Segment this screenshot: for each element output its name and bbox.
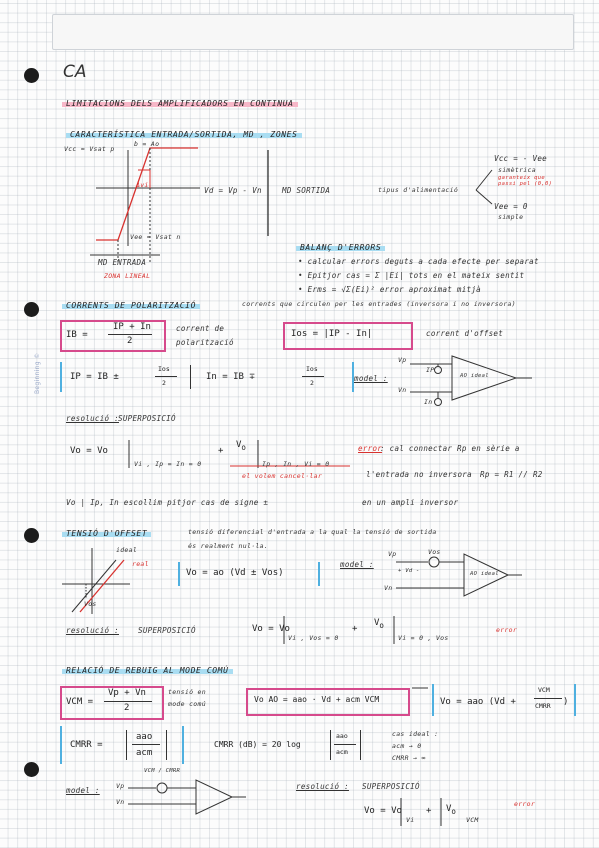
offset-vo2-plus: + bbox=[352, 624, 358, 634]
resolucio-label-3: resolució : bbox=[296, 782, 349, 791]
offset-graph-ideal: ideal bbox=[116, 546, 138, 554]
cmrr-ideal-2: acm → 0 bbox=[392, 742, 422, 750]
graph-delta-label: Δvi bbox=[136, 181, 149, 189]
feed-simple: Vee = 0 bbox=[494, 202, 528, 211]
cmrr-den: acm bbox=[136, 748, 153, 758]
ios-text: corrent d'offset bbox=[426, 329, 504, 338]
abs-bar bbox=[166, 730, 167, 760]
feed-symmetric-note: garanteix que passi pel (0,0) bbox=[498, 175, 553, 187]
error-text-2: l'entrada no inversora bbox=[366, 470, 472, 479]
zone-lineal: ZONA LINEAL bbox=[104, 272, 151, 280]
vo-final: Vo = aao (Vd + bbox=[440, 697, 516, 707]
vo-eq-1: Vo = Vo bbox=[70, 446, 108, 456]
vo-sub-2: Ip , In , Vi = 0 bbox=[262, 460, 330, 468]
cmrr-vo: Vo = Vo bbox=[364, 806, 402, 816]
offset-vo2: Vo = Vo bbox=[252, 624, 290, 634]
vo-final-den: CMRR bbox=[535, 702, 551, 710]
resolucio-label-2: resolució : bbox=[66, 626, 119, 635]
fraction-line bbox=[302, 376, 324, 377]
in-frac-den: 2 bbox=[310, 379, 314, 387]
escollim-text: Vo | Ip, In escollim pitjor cas de signe ± bbox=[66, 498, 269, 507]
separator bbox=[190, 365, 191, 389]
feed-simple-text: simple bbox=[498, 213, 524, 221]
fraction-line bbox=[334, 744, 356, 745]
cmrr-num: aao bbox=[136, 732, 153, 742]
ip-frac-num: Ios bbox=[158, 365, 170, 373]
offset-graph-real: real bbox=[132, 560, 149, 568]
ib-text-1: corrent de bbox=[176, 324, 225, 333]
graph-x-label: Vd = Vp - Vn bbox=[204, 186, 262, 195]
fraction-line bbox=[534, 698, 562, 699]
section-title-limitacions: LIMITACIONS DELS AMPLIFICADORS EN CONTINUA bbox=[62, 99, 298, 108]
fraction-line bbox=[108, 334, 152, 335]
vcm-text-2: mode comú bbox=[168, 700, 206, 708]
balanc-title: BALANÇ D'ERRORS bbox=[296, 243, 385, 252]
ib-num: IP + In bbox=[113, 322, 151, 332]
cmrr-model-vp: Vp bbox=[116, 782, 125, 790]
vcm-text-1: tensió en bbox=[168, 688, 206, 696]
abs-bar bbox=[360, 730, 361, 760]
model-ip: IP bbox=[426, 366, 435, 374]
model-label-3: model : bbox=[66, 786, 100, 795]
graph-ytop-label: Vcc ≈ Vsat p bbox=[64, 145, 115, 153]
offset-model-vd: + Vd - bbox=[398, 568, 420, 574]
error-text-1: : cal connectar Rp en sèrie a bbox=[380, 444, 520, 453]
offset-desc-1: tensió diferencial d'entrada a la qual la tensió de sortida bbox=[188, 528, 437, 536]
vcm-lhs: VCM = bbox=[66, 697, 94, 707]
cmrr-vo-plus: + bbox=[426, 806, 432, 816]
superposicio-3: SUPERPOSICIÓ bbox=[362, 782, 420, 791]
offset-error: error bbox=[496, 626, 518, 634]
balanc-item-1: • calcular errors deguts a cada efecte per separat bbox=[298, 257, 539, 266]
rp-eq: Rp = R1 // R2 bbox=[480, 470, 543, 479]
ip-frac-den: 2 bbox=[162, 379, 166, 387]
zone-md-entrada: MD ENTRADA bbox=[98, 258, 147, 267]
abs-bar bbox=[330, 730, 331, 760]
fraction-line bbox=[132, 744, 160, 745]
md-sortida: MD SORTIDA bbox=[282, 186, 331, 195]
opamp-model-offset bbox=[396, 554, 522, 596]
fraction-line bbox=[155, 376, 177, 377]
error-label-1: error bbox=[358, 444, 383, 453]
abs-bar bbox=[126, 730, 127, 760]
model-vp: Vp bbox=[398, 356, 407, 364]
vo-final-num: VCM bbox=[538, 686, 550, 694]
vcm-den: 2 bbox=[124, 703, 130, 713]
offset-vo2-sub2: Vi = 0 , Vos bbox=[398, 634, 449, 642]
superposicio-2: SUPERPOSICIÓ bbox=[138, 626, 196, 635]
offset-desc-2: és realment nul·la. bbox=[188, 542, 269, 550]
vo-note: el volem cancel·lar bbox=[242, 472, 323, 480]
ip-eq: IP = IB ± bbox=[70, 372, 119, 382]
graph-bottom-label: Vee ≈ Vsat n bbox=[130, 233, 181, 241]
corrents-note: corrents que circulen per les entrades (inversora i no inversora) bbox=[242, 300, 516, 308]
balanc-item-3: • Erms = √Σ(Ei)² error aproximat mitjà bbox=[298, 285, 481, 294]
fraction-line bbox=[104, 701, 152, 702]
model-vn: Vn bbox=[398, 386, 407, 394]
offset-vo-eq: Vo = ao (Vd ± Vos) bbox=[186, 568, 284, 578]
cmrr-vo-sub2: VCM bbox=[466, 816, 479, 824]
subtitle-caracteristica: CARACTERÍSTICA ENTRADA/SORTIDA, MD , ZONES bbox=[66, 130, 302, 139]
cmrr-vo-sub1: Vi bbox=[406, 816, 415, 824]
offset-model-ideal: AO ideal bbox=[470, 571, 499, 577]
model-in: In bbox=[424, 398, 433, 406]
cmrr-model-vn: Vn bbox=[116, 798, 125, 806]
offset-vo2-sub1: Vi , Vos = 0 bbox=[288, 634, 339, 642]
cmrr-ideal-3: CMRR → ∞ bbox=[392, 754, 426, 762]
vcm-num: Vp + Vn bbox=[108, 688, 146, 698]
offset-model-vn: Vn bbox=[384, 584, 393, 592]
offset-model-vp: Vp bbox=[388, 550, 397, 558]
ib-den: 2 bbox=[127, 336, 133, 346]
ios-formula: Ios = |IP - In| bbox=[291, 329, 373, 339]
cmrr-lhs: CMRR = bbox=[70, 740, 103, 750]
ib-text-2: polarització bbox=[176, 338, 234, 347]
cmrr-db-den: acm bbox=[336, 748, 348, 756]
vo-ao-eq: Vo AO = aao · Vd + acm VCM bbox=[254, 695, 380, 704]
cmrr-db-num: aao bbox=[336, 732, 348, 740]
ib-lhs: IB = bbox=[66, 330, 88, 340]
in-frac-num: Ios bbox=[306, 365, 318, 373]
vo-plus-1: + bbox=[218, 446, 224, 456]
superposicio-1: SUPERPOSICIÓ bbox=[118, 414, 176, 423]
vo-final-close: ) bbox=[563, 697, 569, 707]
cmrr-model-src: VCM / CMRR bbox=[144, 768, 181, 774]
opamp-model-cmrr bbox=[128, 780, 246, 814]
model-label-2: model : bbox=[340, 560, 374, 569]
graph-slope-label: b = Ao bbox=[134, 140, 160, 148]
offset-model-vos: Vos bbox=[428, 548, 441, 556]
balanc-item-2: • Epitjor cas = Σ |Ei| tots en el mateix sentit bbox=[298, 271, 525, 280]
tipus-alimentacio: tipus d'alimentació bbox=[378, 186, 459, 194]
feed-symmetric: Vcc = - Vee bbox=[494, 154, 547, 163]
feed-symmetric-text: simètrica bbox=[498, 166, 536, 174]
escollim-text-2: en un ampli inversor bbox=[362, 498, 459, 507]
side-label: Beginning © bbox=[34, 352, 41, 394]
header-code: CA bbox=[63, 62, 87, 82]
offset-graph-vos: Vos bbox=[84, 600, 97, 608]
model-label-1: model : bbox=[354, 374, 388, 383]
resolucio-label-1: resolució : bbox=[66, 414, 119, 423]
section-title-cmrr: RELACIÓ DE REBUIG AL MODE COMÚ bbox=[62, 666, 233, 675]
cmrr-db: CMRR (dB) = 20 log bbox=[214, 740, 301, 749]
transfer-curve bbox=[96, 148, 198, 240]
cmrr-ideal-1: cas ideal : bbox=[392, 730, 439, 738]
model-ao-ideal: AO ideal bbox=[460, 373, 489, 379]
vo-sub-1: Vi , Ip = In = 0 bbox=[134, 460, 202, 468]
cmrr-error: error bbox=[514, 800, 536, 808]
section-title-offset: TENSIÓ D'OFFSET bbox=[62, 529, 151, 538]
in-eq: In = IB ∓ bbox=[206, 372, 255, 382]
section-title-corrents: CORRENTS DE POLARITZACIÓ bbox=[62, 301, 200, 310]
